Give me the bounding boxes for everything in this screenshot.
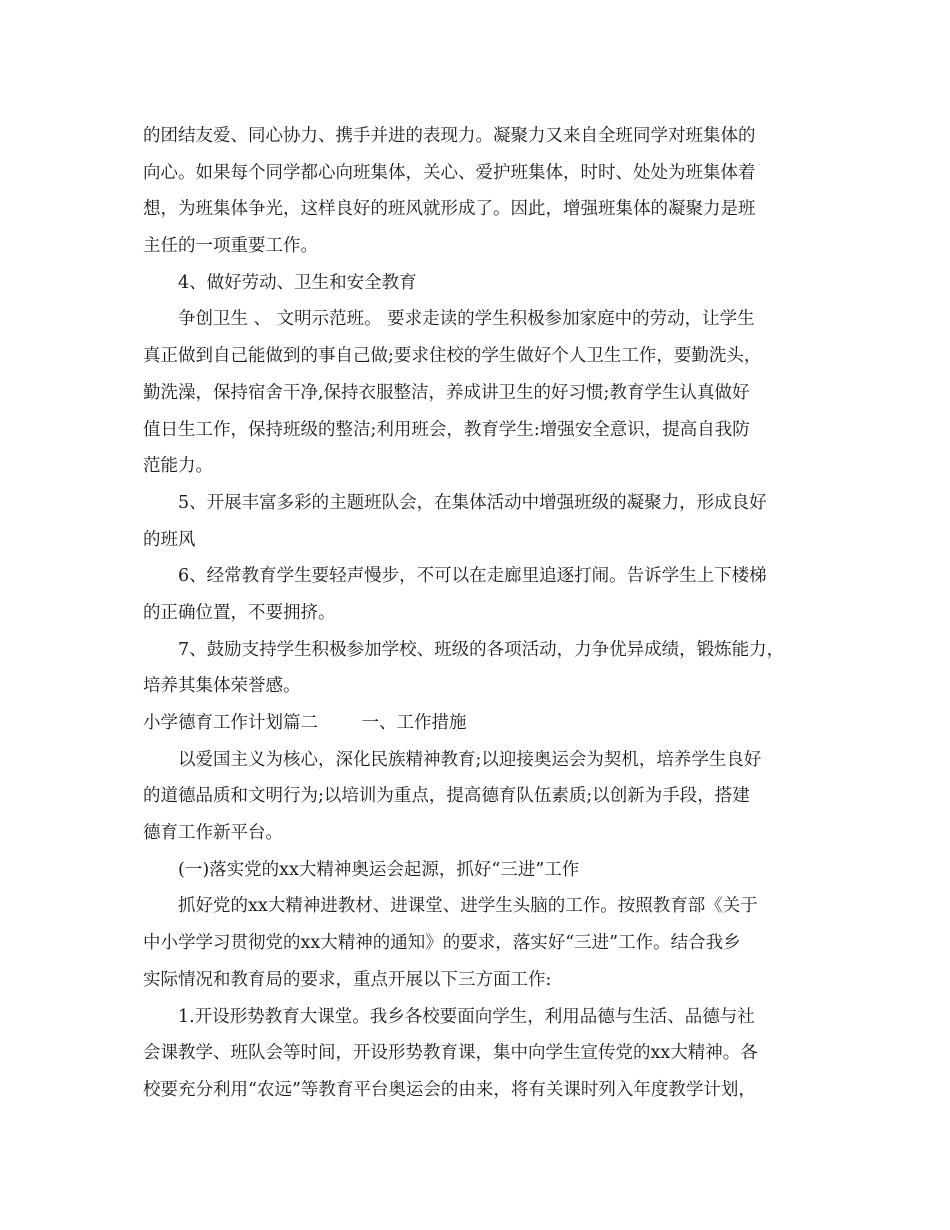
text-line: 勤洗澡，保持宿舍干净,保持衣服整洁，养成讲卫生的好习惯;教育学生认真做好 [143,382,750,403]
text-line: 会课教学、班队会等时间，开设形势教育课，集中向学生宣传党的xx大精神。各 [143,1043,758,1064]
paragraph-first-line: 6、经常教育学生要轻声慢步，不可以在走廊里追逐打闹。告诉学生上下楼梯 [178,566,767,587]
text-line: 范能力。 [143,456,213,477]
section-title: 小学德育工作计划篇二 一、工作措施 [143,713,467,733]
subsection-heading: (一)落实党的xx大精神奥运会起源，抓好“三进”工作 [178,859,580,880]
text-line: 的道德品质和文明行为;以培训为重点，提高德育队伍素质;以创新为手段，搭建 [143,786,750,807]
text-line: 的班风 [143,529,196,550]
text-line: 培养其集体荣誉感。 [143,676,301,697]
text-line: 的正确位置，不要拥挤。 [143,602,336,623]
text-line: 实际情况和教育局的要求，重点开展以下三方面工作: [143,969,552,990]
text-line: 中小学学习贯彻党的xx大精神的通知》的要求，落实好“三进”工作。结合我乡 [143,933,741,954]
paragraph-first-line: 以爱国主义为核心，深化民族精神教育;以迎接奥运会为契机，培养学生良好 [178,749,762,770]
section-heading: 4、做好劳动、卫生和安全教育 [178,272,417,293]
text-line: 主任的一项重要工作。 [143,236,318,257]
document-body [143,118,823,1109]
text-line: 校要充分利用“农远”等教育平台奥运会的由来，将有关课时列入年度教学计划， [143,1079,756,1100]
paragraph-first-line: 1.开设形势教育大课堂。我乡各校要面向学生，利用品德与生活、品德与社 [178,1006,755,1027]
paragraph-first-line: 5、开展丰富多彩的主题班队会，在集体活动中增强班级的凝聚力，形成良好 [178,492,767,513]
text-line: 向心。如果每个同学都心向班集体，关心、爱护班集体，时时、处处为班集体着 [143,162,756,183]
paragraph-first-line: 争创卫生 、 文明示范班。 要求走读的学生积极参加家庭中的劳动，让学生 [178,309,755,330]
text-line: 德育工作新平台。 [143,823,283,844]
text-line: 的团结友爱、同心协力、携手并进的表现力。凝聚力又来自全班同学对班集体的 [143,126,756,146]
text-line: 真正做到自己能做到的事自己做;要求住校的学生做好个人卫生工作，要勤洗头， [143,346,762,367]
paragraph-first-line: 7、鼓励支持学生积极参加学校、班级的各项活动，力争优异成绩，锻炼能力， [178,639,785,660]
text-line: 值日生工作，保持班级的整洁;利用班会，教育学生:增强安全意识，提高自我防 [143,419,750,440]
text-line: 想，为班集体争光，这样良好的班风就形成了。因此，增强班集体的凝聚力是班 [143,199,756,220]
paragraph-first-line: 抓好党的xx大精神进教材、进课堂、进学生头脑的工作。按照教育部《关于 [178,896,758,917]
